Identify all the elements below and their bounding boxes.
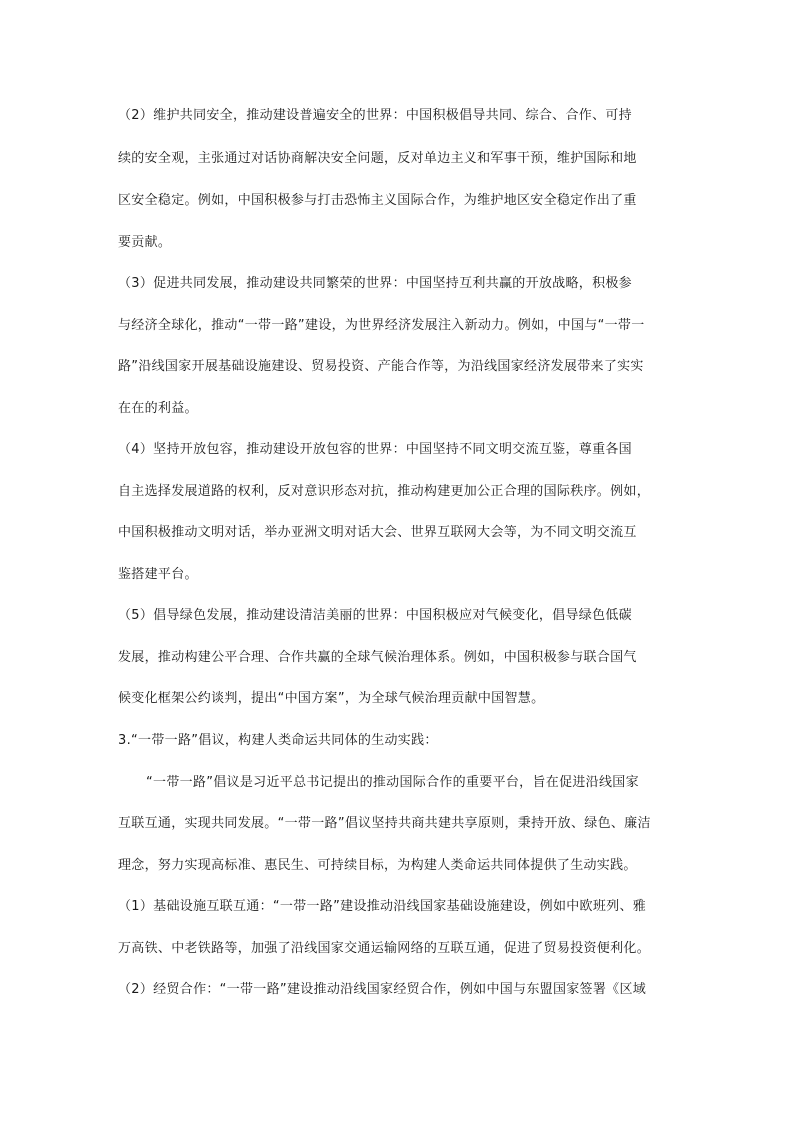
paragraph-line: 要贡献。 — [118, 235, 172, 250]
paragraph-line: 区安全稳定。例如，中国积极参与打击恐怖主义国际合作，为维护地区安全稳定作出了重 — [118, 193, 637, 208]
paragraph-line: 中国积极推动文明对话，举办亚洲文明对话大会、世界互联网大会等，为不同文明交流互 — [118, 525, 637, 540]
paragraph-line: 理念，努力实现高标准、惠民生、可持续目标，为构建人类命运共同体提供了生动实践。 — [118, 858, 637, 873]
paragraph-line: “一带一路”倡议是习近平总书记提出的推动国际合作的重要平台，旨在促进沿线国家 — [146, 775, 639, 790]
paragraph-line: （2）维护共同安全，推动建设普遍安全的世界：中国积极倡导共同、综合、合作、可持 — [118, 108, 632, 123]
paragraph-line: （4）坚持开放包容，推动建设开放包容的世界：中国坚持不同文明交流互鉴，尊重各国 — [118, 442, 632, 457]
paragraph-line: 路”沿线国家开展基础设施建设、贸易投资、产能合作等，为沿线国家经济发展带来了实实 — [118, 359, 644, 374]
paragraph-line: 与经济全球化，推动“一带一路”建设，为世界经济发展注入新动力。例如，中国与“一带一 — [118, 318, 645, 333]
paragraph-line: 续的安全观，主张通过对话协商解决安全问题，反对单边主义和军事干预，维护国际和地 — [118, 151, 637, 166]
paragraph-line: 自主选择发展道路的权利，反对意识形态对抗，推动构建更加公正合理的国际秩序。例如， — [118, 484, 651, 499]
paragraph-line: 发展，推动构建公平合理、合作共赢的全球气候治理体系。例如，中国积极参与联合国气 — [118, 650, 637, 665]
paragraph-line: （3）促进共同发展，推动建设共同繁荣的世界：中国坚持互利共赢的开放战略，积极参 — [118, 276, 632, 291]
paragraph-line: （1）基础设施互联互通：“一带一路”建设推动沿线国家基础设施建设，例如中欧班列、雅 — [118, 899, 647, 914]
section-heading: 3.“一带一路”倡议，构建人类命运共同体的生动实践： — [118, 733, 438, 748]
paragraph-line: 在在的利益。 — [118, 401, 198, 416]
paragraph-line: （5）倡导绿色发展，推动建设清洁美丽的世界：中国积极应对气候变化，倡导绿色低碳 — [118, 608, 632, 623]
paragraph-line: 候变化框架公约谈判，提出“中国方案”，为全球气候治理贡献中国智慧。 — [118, 691, 545, 706]
paragraph-line: 万高铁、中老铁路等，加强了沿线国家交通运输网络的互联互通，促进了贸易投资便利化。 — [118, 941, 651, 956]
paragraph-line: （2）经贸合作：“一带一路”建设推动沿线国家经贸合作，例如中国与东盟国家签署《区域 — [118, 982, 647, 997]
paragraph-line: 鉴搭建平台。 — [118, 567, 198, 582]
paragraph-line: 互联互通，实现共同发展。“一带一路”倡议坚持共商共建共享原则，秉持开放、绿色、廉洁 — [118, 816, 651, 831]
